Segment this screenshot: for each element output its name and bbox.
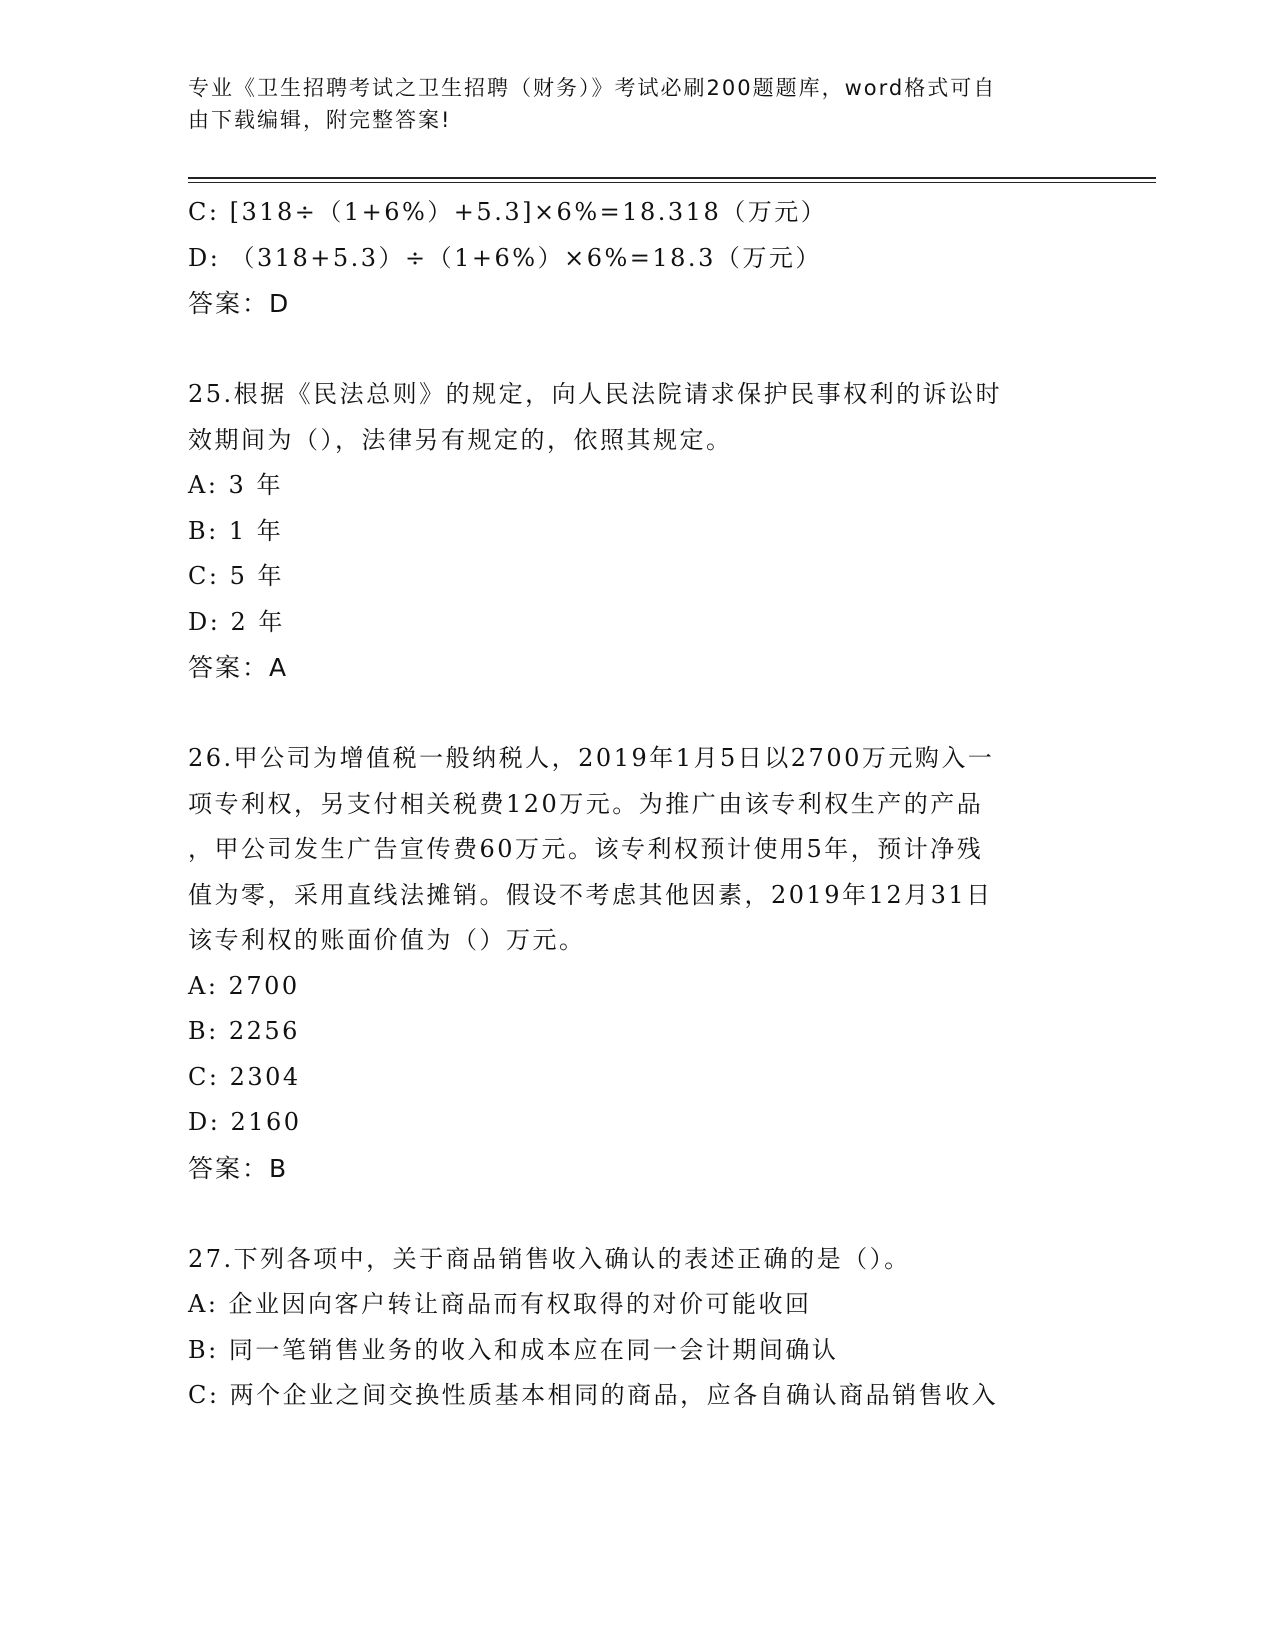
answer-line: 答案：D bbox=[188, 289, 291, 318]
option-c: C: 5 年 bbox=[188, 562, 284, 590]
header-divider-thick bbox=[188, 177, 1156, 179]
answer-line: 答案：B bbox=[188, 1153, 289, 1183]
header-line-2: 由下载编辑，附完整答案! bbox=[188, 108, 452, 132]
option-c: C: 2304 bbox=[188, 1062, 301, 1091]
option-b: B: 1 年 bbox=[188, 516, 284, 545]
question-stem: 值为零，采用直线法摊销。假设不考虑其他因素，2019年12月31日 bbox=[188, 880, 993, 909]
question-27 bbox=[188, 1237, 1088, 1419]
question-stem: 27.下列各项中，关于商品销售收入确认的表述正确的是（）。 bbox=[188, 1244, 911, 1273]
question-26 bbox=[188, 736, 1088, 1191]
question-stem: 该专利权的账面价值为（）万元。 bbox=[188, 926, 586, 954]
question-25 bbox=[188, 372, 1088, 691]
question-content bbox=[188, 190, 1088, 1419]
question-24-tail bbox=[188, 190, 1088, 327]
spacer bbox=[188, 1191, 1088, 1237]
option-b: B: 同一笔销售业务的收入和成本应在同一会计期间确认 bbox=[188, 1335, 839, 1364]
option-a: A: 3 年 bbox=[188, 471, 283, 499]
header-line-1: 专业《卫生招聘考试之卫生招聘（财务）》考试必刷200题题库，word格式可自 bbox=[188, 76, 997, 100]
question-stem: 项专利权，另支付相关税费120万元。为推广由该专利权生产的产品 bbox=[188, 789, 984, 818]
question-stem: 效期间为（），法律另有规定的，依照其规定。 bbox=[188, 425, 733, 454]
question-stem: ，甲公司发生广告宣传费60万元。该专利权预计使用5年，预计净残 bbox=[188, 835, 984, 863]
answer-line: 答案：A bbox=[188, 653, 289, 682]
spacer bbox=[188, 327, 1088, 373]
spacer bbox=[188, 691, 1088, 737]
option-d: D: 2160 bbox=[188, 1108, 302, 1136]
option-c: C: [318÷（1+6%）+5.3]×6%=18.318（万元） bbox=[188, 198, 828, 226]
option-d: D: 2 年 bbox=[188, 607, 285, 636]
option-a: A: 企业因向客户转让商品而有权取得的对价可能收回 bbox=[188, 1290, 812, 1318]
header-divider-thin bbox=[188, 182, 1156, 183]
page-header bbox=[188, 72, 1068, 136]
option-d: D: （318+5.3）÷（1+6%）×6%=18.3（万元） bbox=[188, 243, 822, 272]
question-stem: 25.根据《民法总则》的规定，向人民法院请求保护民事权利的诉讼时 bbox=[188, 380, 1003, 408]
option-b: B: 2256 bbox=[188, 1017, 300, 1045]
question-stem: 26.甲公司为增值税一般纳税人，2019年1月5日以2700万元购入一 bbox=[188, 744, 995, 772]
option-a: A: 2700 bbox=[188, 971, 300, 1000]
option-c: C: 两个企业之间交换性质基本相同的商品，应各自确认商品销售收入 bbox=[188, 1381, 999, 1409]
